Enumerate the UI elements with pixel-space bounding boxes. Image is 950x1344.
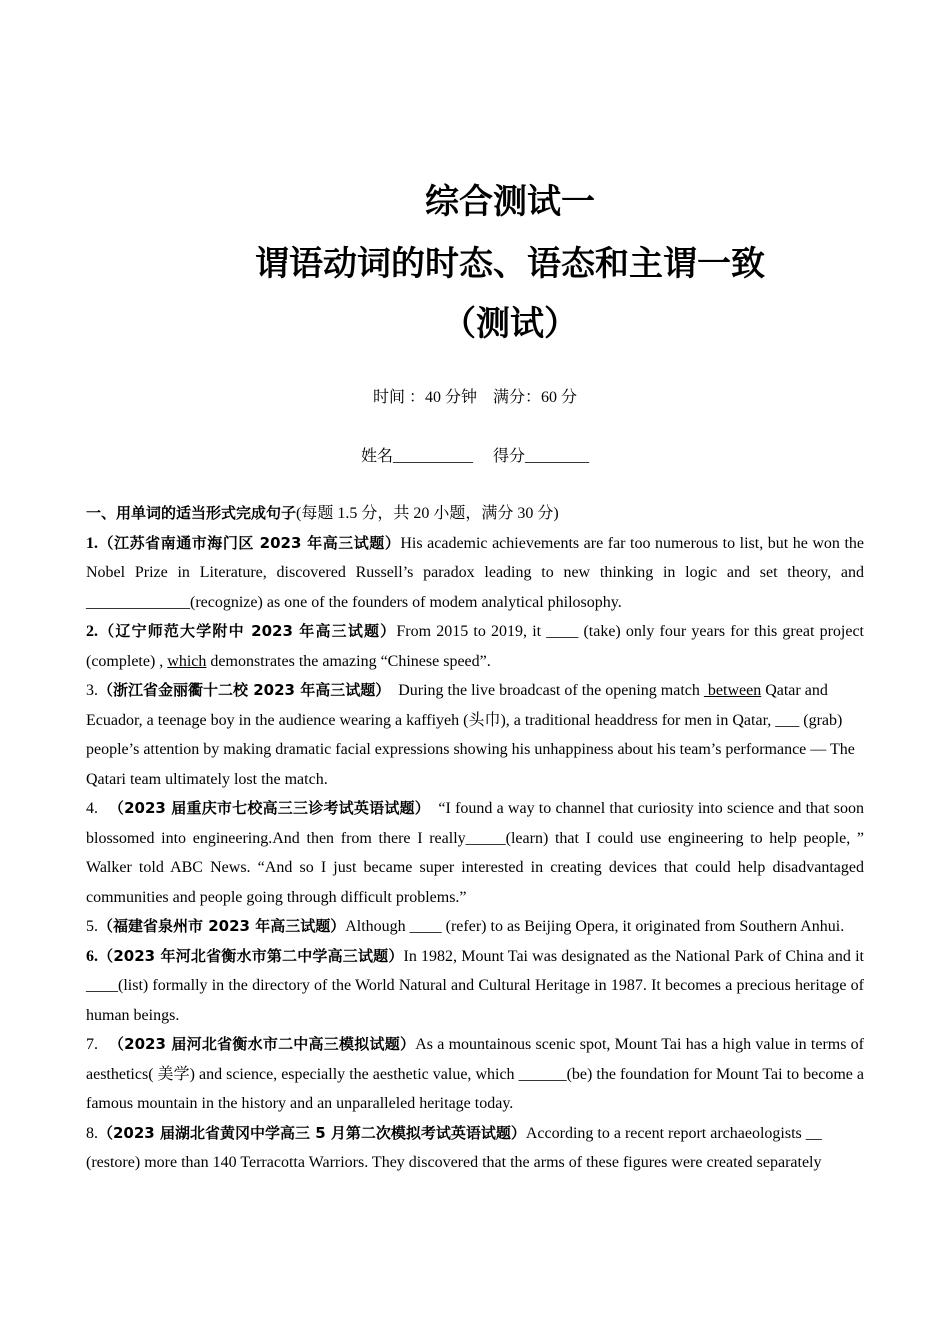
section-title: 一、用单词的适当形式完成句子 xyxy=(86,504,297,522)
question-source: （2023 年河北省衡水市第二中学高三试题） xyxy=(98,946,404,965)
section-note: (每题 1.5 分，共 20 小题，满分 30 分) xyxy=(296,505,559,522)
content xyxy=(86,499,869,1178)
question-text-end: Qatar and Ecuador, a teenage boy in the audience wearing a kaffiyeh (头巾), a traditional headdress for men in Qatar, ___ (grab) people’s attention by making dramatic facial expressions showing his unhappiness about his team’s performance — The Qatari team ultimately lost the match. xyxy=(86,682,855,788)
question-number: 7. xyxy=(86,1036,98,1053)
question-number: 2. xyxy=(86,623,98,640)
question-text: His academic achievements are far too numerous to list, but he won the Nobel Prize in Literature, discovered Russell’s paradox leading to new thinking in logic and set theory, and _____________(recognize) as one of the founders of modem analytical philosophy. xyxy=(86,534,864,611)
question-7 xyxy=(86,1030,864,1119)
page-subtitle: 谓语动词的时态、语态和主谓一致 xyxy=(255,244,765,284)
question-8 xyxy=(86,1119,864,1178)
question-number: 1. xyxy=(86,534,98,552)
question-text: From 2015 to 2019, it ____ (take) only four years for this great project (complete) , xyxy=(86,623,865,670)
question-text: As a mountainous scenic spot, Mount Tai has a high value in terms of aesthetics( 美学) and science, especially the aesthetic value, which ______(be) the foundation for Mount Tai to become a famous mountain in the history and an unparalleled heritage today. xyxy=(86,1036,865,1112)
question-source: （辽宁师范大学附中 2023 年高三试题） xyxy=(98,622,397,640)
question-source: （江苏省南通市海门区 2023 年高三试题） xyxy=(98,533,401,552)
question-6 xyxy=(86,942,864,1031)
question-number: 8. xyxy=(86,1124,98,1142)
question-text-end: demonstrates the amazing “Chinese speed”. xyxy=(206,652,491,670)
name-score-line: 姓名__________ 得分________ xyxy=(360,448,589,465)
question-text: “I found a way to channel that curiosity into science and that soon blossomed into engineering.And then from there I really_____(learn) that I could use engineering to help people, ” Walker told ABC News. “And so I just became super interested in creating devices that could help disadvantaged communities and people going through difficult problems.” xyxy=(86,800,869,906)
question-source: （2023 届河北省衡水市二中高三模拟试题） xyxy=(98,1035,416,1053)
question-text: In 1982, Mount Tai was designated as the National Park of China and it ____(list) formally in the directory of the World Natural and Cultural Heritage in 1987. It becomes a precious heritage of human beings. xyxy=(86,947,864,1024)
section-heading xyxy=(86,499,864,529)
question-5 xyxy=(86,912,864,942)
page-title: 综合测试一 xyxy=(425,182,595,222)
page-subtitle-test: （测试） xyxy=(442,304,578,344)
question-number: 3. xyxy=(86,682,98,699)
question-1 xyxy=(86,529,864,618)
question-number: 5. xyxy=(86,918,98,935)
question-source: （2023 届湖北省黄冈中学高三 5 月第二次模拟考试英语试题） xyxy=(98,1123,526,1142)
question-source: （2023 届重庆市七校高三三诊考试英语试题） xyxy=(98,799,430,817)
question-text: According to a recent report archaeologists __ (restore) more than 140 Terracotta Warriors. They discovered that the arms of these figures were created separately xyxy=(86,1124,822,1171)
time-info: 时间 ：40 分钟 满分：60 分 xyxy=(372,389,577,406)
question-text: During the live broadcast of the opening match xyxy=(390,682,704,699)
underlined-word: which xyxy=(167,652,207,670)
question-number: 6. xyxy=(86,947,98,965)
underlined-word: between xyxy=(703,682,762,699)
question-source: （浙江省金丽衢十二校 2023 年高三试题） xyxy=(98,681,391,699)
question-3 xyxy=(86,676,864,794)
question-text: Although ____ (refer) to as Beijing Opera, it originated from Southern Anhui. xyxy=(345,918,845,935)
question-2 xyxy=(86,617,864,676)
question-number: 4. xyxy=(86,800,98,817)
question-4 xyxy=(86,794,869,912)
question-source: （福建省泉州市 2023 年高三试题） xyxy=(98,917,346,935)
